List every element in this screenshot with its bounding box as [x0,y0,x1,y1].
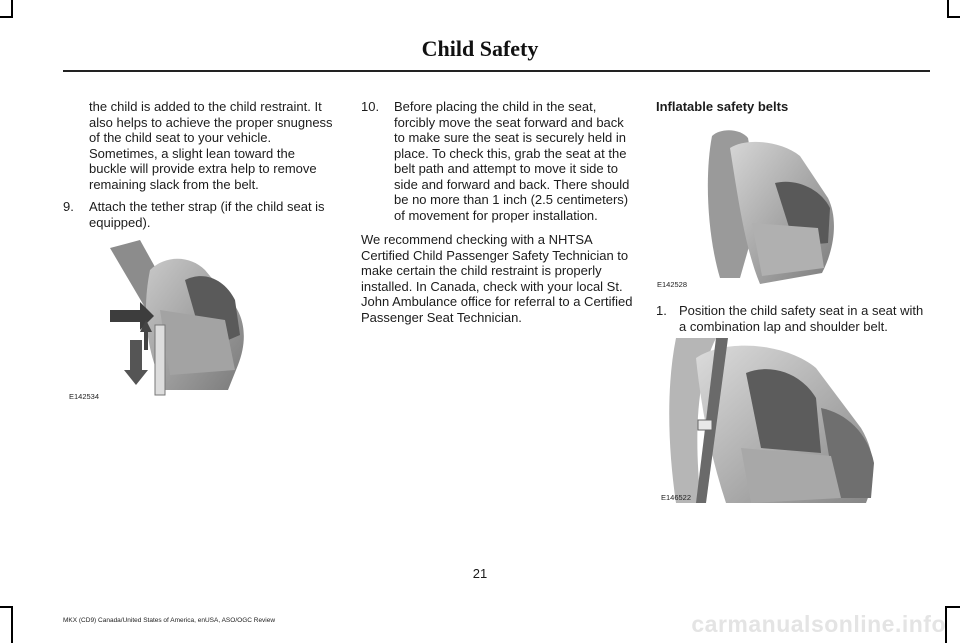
step-text: Position the child safety seat in a seat with a combination lap and shoulder belt. [679,303,924,334]
continued-paragraph: the child is added to the child restraint. It also helps to achieve the proper snugness of the child seat to your vehicle. Sometimes, a slight lean toward the buckle will provide extra help to remove remaining slack from the belt. [89,99,333,192]
step-number: 1. [656,303,667,318]
watermark: carmanualsonline.info [691,611,946,637]
figure-lap-shoulder-belt [656,338,881,503]
step-9 [63,199,336,230]
section-subheading: Inflatable safety belts [656,99,789,114]
figure-id: E142534 [69,392,100,401]
figure-id: E146522 [661,493,692,502]
figure-inflatable-belt [700,128,840,286]
column-left [63,99,336,230]
step-text: Before placing the child in the seat, forcibly move the seat forward and back to make sure the seat is securely held in place. To check this, grab the seat at the belt path and attempt to move it side to side and forward and back. There should be no more than 1 inch (2.5 centimeters) of movement for proper installation. [394,99,630,223]
figure-tether-strap [110,240,260,400]
page-number: 21 [472,566,488,581]
step-1 [656,303,931,334]
document-footer: MKX (CD9) Canada/United States of America, enUSA, ASO/OGC Review [63,617,276,624]
step-10 [361,99,633,223]
step-text: Attach the tether strap (if the child seat is equipped). [89,199,325,230]
lap-shoulder-belt-illustration [656,338,881,503]
inflatable-belt-seat-illustration [700,128,840,286]
crop-mark [11,606,13,643]
header-rule [63,70,930,72]
step-number: 9. [63,199,74,214]
crop-mark [0,606,13,608]
crop-mark [947,16,960,18]
step-number: 10. [361,99,380,114]
recommendation-paragraph: We recommend checking with a NHTSA Certified Child Passenger Safety Technician to make certain the child restraint is properly installed. In Canada, check with your local St. John Ambulance office for referral to a Certified Passenger Seat Technician. [361,232,633,325]
child-seat-tether-illustration [110,240,260,400]
crop-mark [945,606,960,608]
column-right-step [656,303,931,334]
figure-id: E142528 [657,280,688,289]
column-right [656,99,931,115]
page-title: Child Safety [421,36,539,61]
column-middle [361,99,633,325]
crop-mark [0,16,13,18]
